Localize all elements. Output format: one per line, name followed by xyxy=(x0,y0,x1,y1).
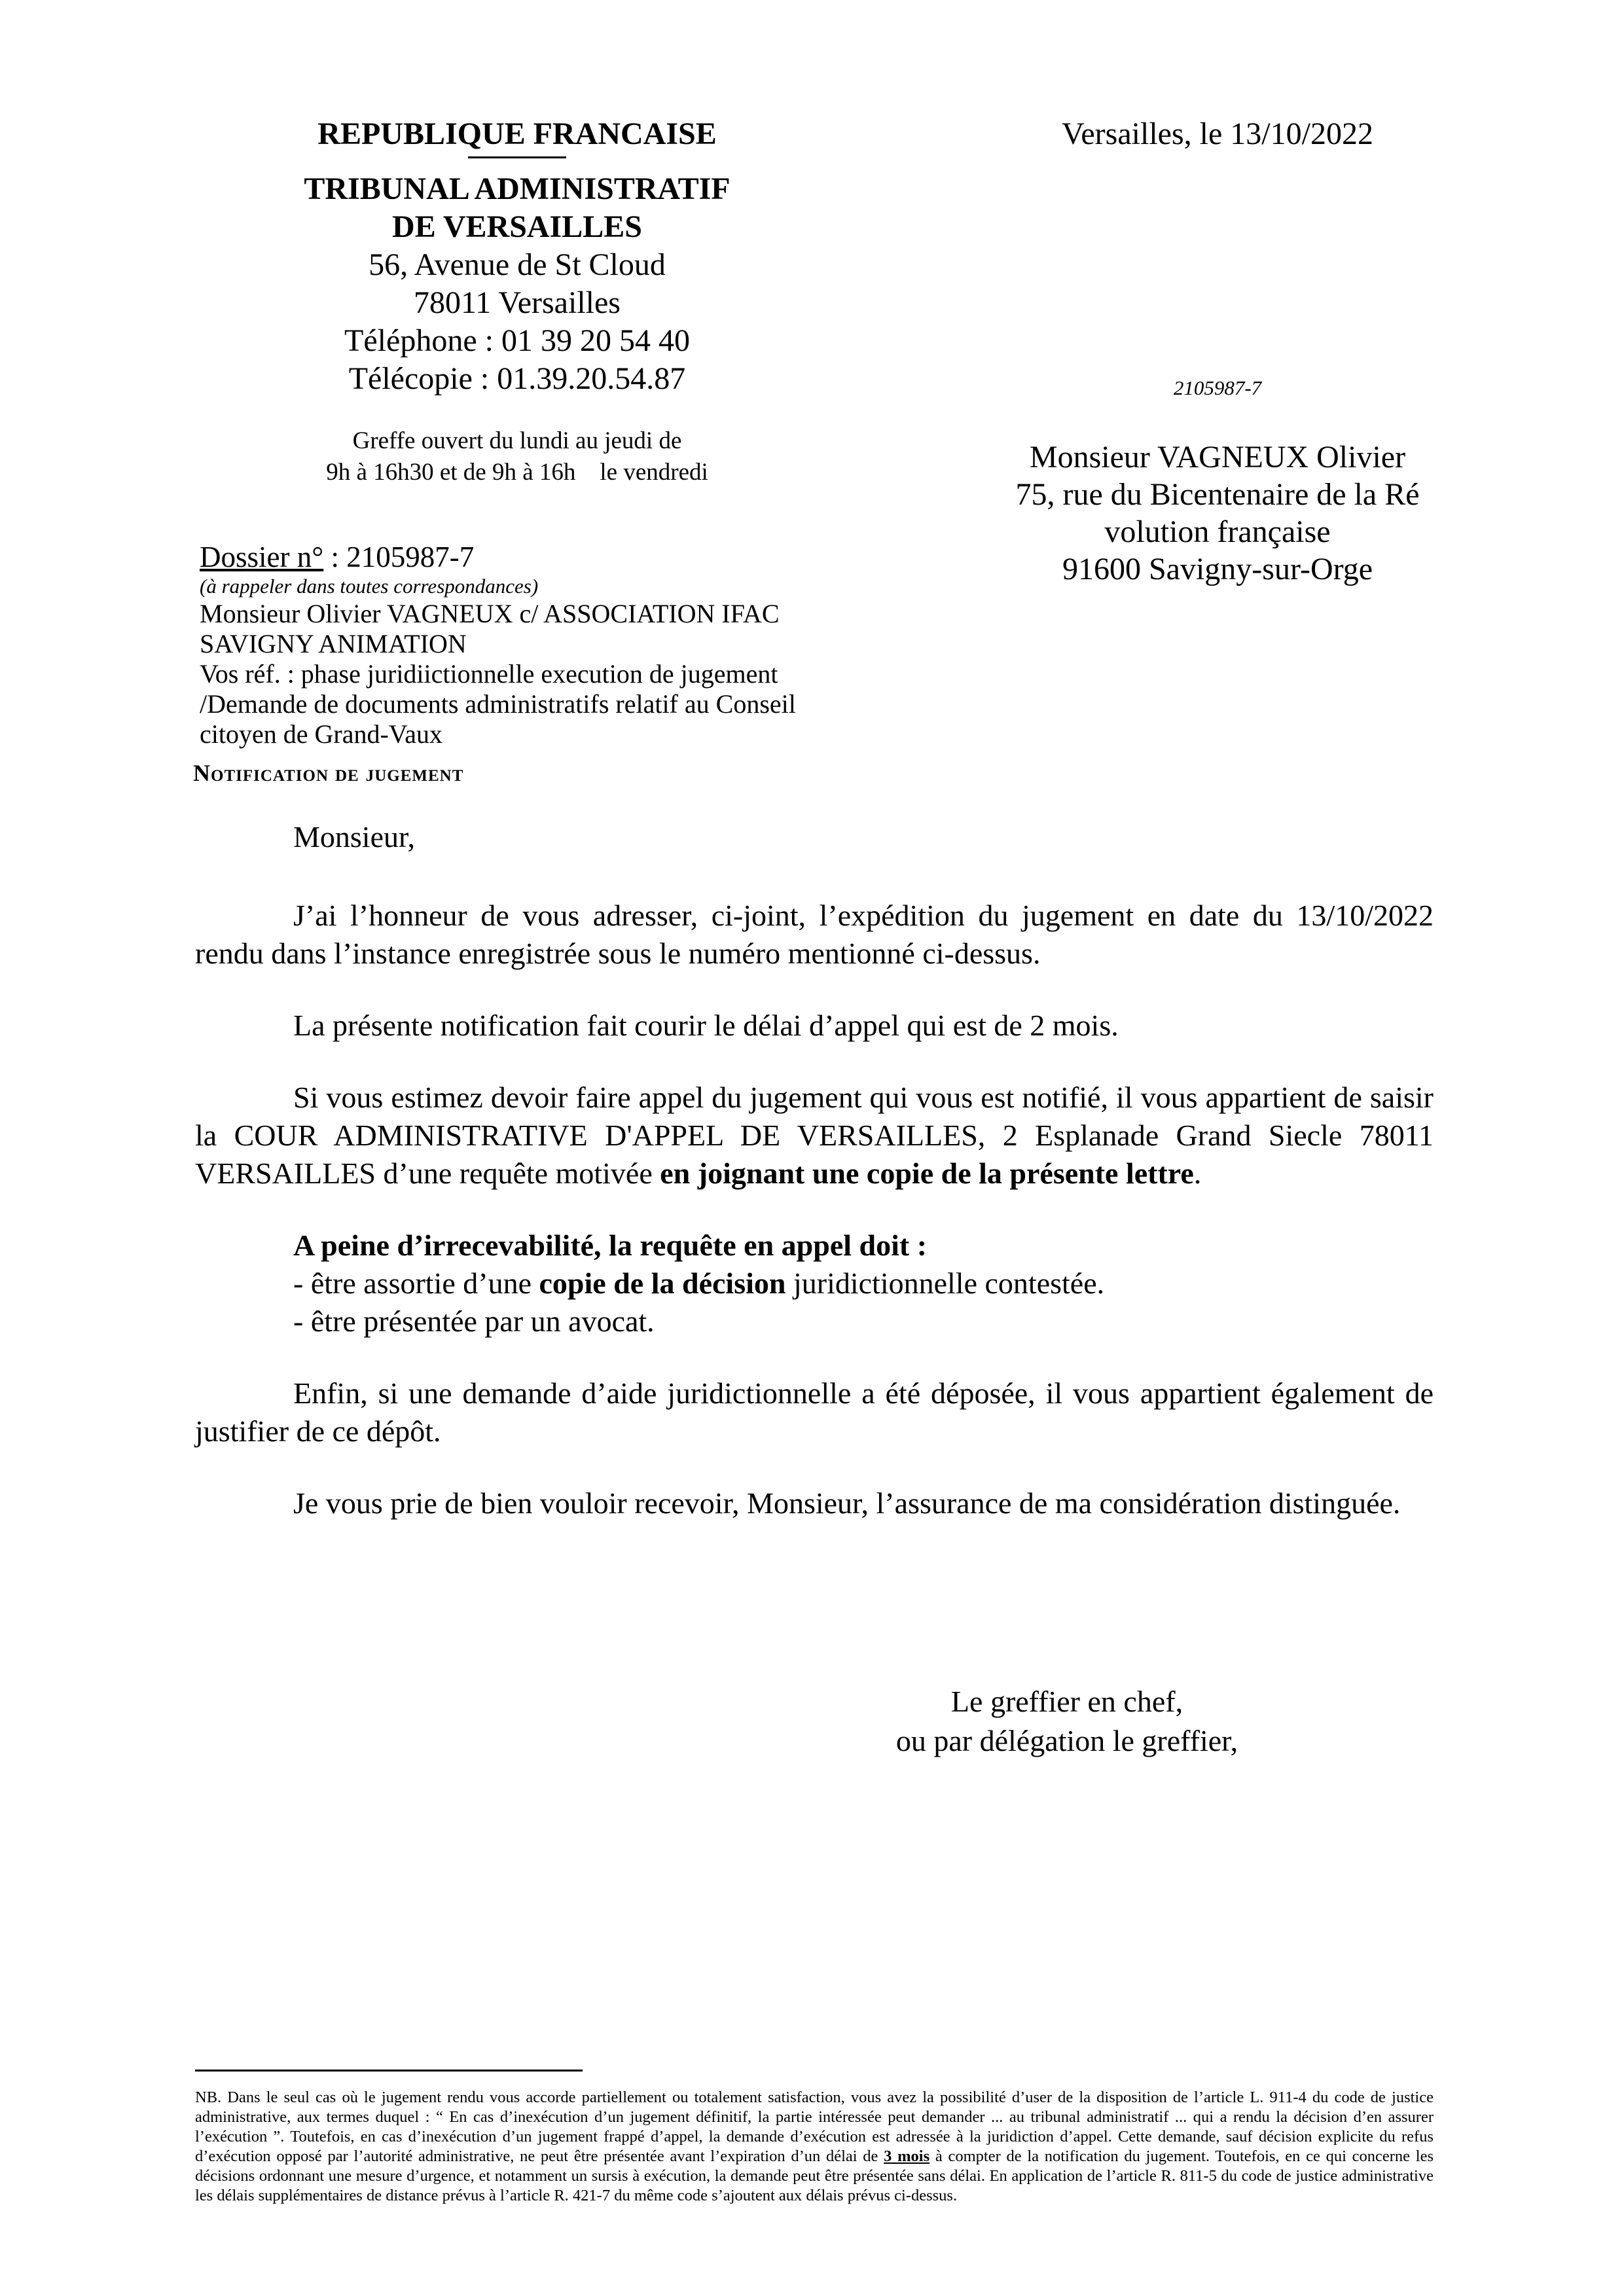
dossier-block xyxy=(200,540,887,749)
requirement-1-text: - être assortie d’une xyxy=(293,1266,539,1300)
requirement-1-bold: copie de la décision xyxy=(539,1266,786,1300)
dossier-value: : 2105987-7 xyxy=(323,541,475,573)
place-date: Versailles, le 13/10/2022 xyxy=(1062,117,1373,151)
signature-line2: ou par délégation le greffier, xyxy=(895,1724,1238,1757)
your-ref-line2: /Demande de documents administratifs relatif au Conseil xyxy=(200,689,796,719)
footnote-text-1: NB. Dans le seul cas où le jugement rendu vous accorde partiellement ou totalement satisfaction, vous avez la possibilité d’user de la disposition de l’article L. 911-4 du code de justice administrative, aux termes duquel : “ En cas d’inexécution d’un jugement définitif, la partie intéressée peut demander ... au tribunal administratif ... qui a rendu la décision d’en assurer l’exécution ”. Toutefois, en cas d’inexécution d’un jugement frappé d’appel, la demande d’exécution est adressée à la juridiction d’appel. Cette demande, sauf décision explicite du refus d’exécution opposé par l’autorité administrative, ne peut être présentée avant l’expiration d’un délai de xyxy=(195,2089,1434,2165)
court-address-line2: 78011 Versailles xyxy=(414,285,621,320)
dossier-reminder: (à rappeler dans toutes correspondances) xyxy=(200,575,539,598)
paragraph-3-text: Si vous estimez devoir faire appel du jugement qui vous est notifié, il vous appartient de saisir la COUR ADMINISTRATIVE D'APPEL DE VERSAILLES, 2 Esplanade Grand Siecle 78011 VERSAILLES d’une requête motivée xyxy=(195,1081,1434,1190)
republic-title: REPUBLIQUE FRANCAISE xyxy=(317,117,717,151)
header-divider xyxy=(468,156,566,158)
requirement-1 xyxy=(195,1265,1434,1302)
parties-line1: Monsieur Olivier VAGNEUX c/ ASSOCIATION IFAC xyxy=(200,599,780,628)
salutation: Monsieur, xyxy=(293,820,415,853)
recipient-name: Monsieur VAGNEUX Olivier xyxy=(1029,440,1406,475)
paragraph-1: J’ai l’honneur de vous adresser, ci-joint, l’expédition du jugement en date du 13/10/2022 rendu dans l’instance enregistrée sous le numéro mentionné ci-dessus. xyxy=(195,899,1434,970)
court-phone: Téléphone : 01 39 20 54 40 xyxy=(344,323,690,358)
your-ref-line1: Vos réf. : phase juridiictionnelle execution de jugement xyxy=(200,659,778,689)
office-hours-line2: 9h à 16h30 et de 9h à 16h le vendredi xyxy=(326,459,708,486)
court-address-line1: 56, Avenue de St Cloud xyxy=(369,247,666,282)
paragraph-3 xyxy=(195,1079,1434,1193)
paragraph-3-end: . xyxy=(1193,1157,1202,1190)
letter-body xyxy=(195,818,1434,1522)
office-hours-line1: Greffe ouvert du lundi au jeudi de xyxy=(352,427,682,454)
signature-line1: Le greffier en chef, xyxy=(950,1685,1183,1718)
court-header xyxy=(190,115,844,488)
recipient-line2: volution française xyxy=(1104,514,1331,549)
notification-title: Notification de jugement xyxy=(193,760,464,786)
appeal-requirements-title: A peine d’irrecevabilité, la requête en appel doit : xyxy=(293,1229,928,1262)
court-name-line1: TRIBUNAL ADMINISTRATIF xyxy=(304,171,731,206)
dossier-label: Dossier n° xyxy=(200,541,324,573)
court-name-line2: DE VERSAILLES xyxy=(392,209,642,244)
recipient-line1: 75, rue du Bicentenaire de la Ré xyxy=(1015,477,1420,512)
paragraph-5: Enfin, si une demande d’aide juridictionnelle a été déposée, il vous appartient également de justifier de ce dépôt. xyxy=(195,1376,1434,1448)
paragraph-6: Je vous prie de bien vouloir recevoir, Monsieur, l’assurance de ma considération distinguée. xyxy=(293,1486,1401,1520)
case-reference-small: 2105987-7 xyxy=(1173,376,1262,399)
requirement-2: - être présentée par un avocat. xyxy=(293,1304,655,1338)
requirement-1-end: juridictionnelle contestée. xyxy=(785,1266,1105,1300)
footnote-delay: 3 mois xyxy=(884,2147,930,2165)
court-fax: Télécopie : 01.39.20.54.87 xyxy=(348,361,686,396)
recipient-line3: 91600 Savigny-sur-Orge xyxy=(1062,552,1373,586)
footnote-text-2: à compter de la notification du jugement. Toutefois, en ce qui concerne les décisions ordonnant une mesure d’urgence, et notamment un sursis à exécution, la demande peut être présentée sans délai. En application de l’article R. 811-5 du code de justice administrative les délais supplémentaires de distance prévus à l’article R. 421-7 du même code s’ajoutent aux délais prévus ci-dessus. xyxy=(195,2147,1434,2204)
your-ref-line3: citoyen de Grand-Vaux xyxy=(200,719,442,749)
signature-block xyxy=(838,1682,1296,1761)
paragraph-3-bold: en joignant une copie de la présente lettre xyxy=(660,1157,1194,1190)
parties-line2: SAVIGNY ANIMATION xyxy=(200,629,467,658)
footnote xyxy=(195,2088,1434,2206)
paragraph-2: La présente notification fait courir le délai d’appel qui est de 2 mois. xyxy=(293,1009,1119,1042)
footnote-divider xyxy=(195,2070,583,2072)
dossier-number xyxy=(200,540,887,574)
recipient-address xyxy=(943,439,1492,588)
